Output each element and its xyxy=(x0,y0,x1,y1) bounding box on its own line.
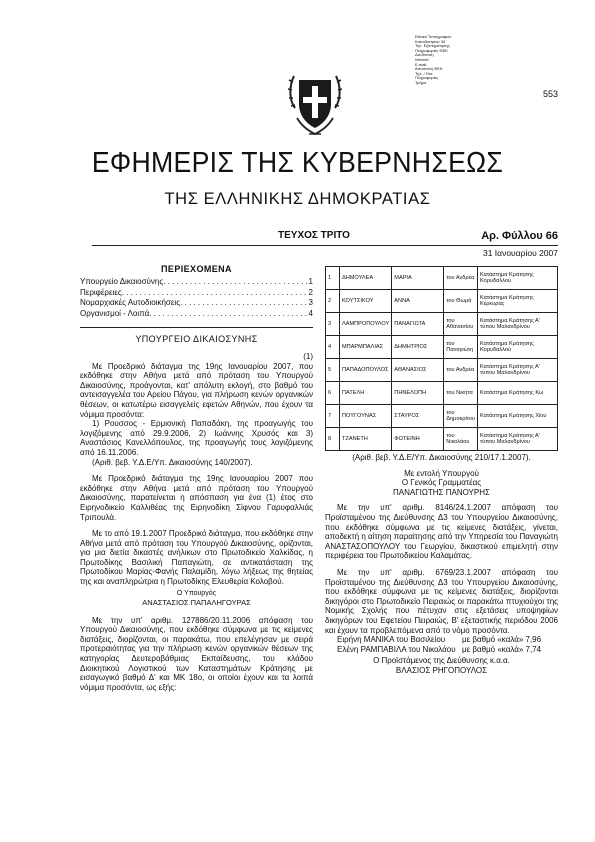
gazette-subtitle: ΤΗΣ ΕΛΛΗΝΙΚΗΣ ΔΗΜΟΚΡΑΤΙΑΣ xyxy=(164,190,431,208)
appointees-table-body xyxy=(326,267,558,451)
candidate-name: Ειρήνη ΜΑΝΙΚΑ του Βασιλείου xyxy=(337,635,446,645)
signature-title: Ο Γενικός Γραμματέας xyxy=(401,478,482,488)
detention-facility-cell: Κατάστημα Κράτησης Κω xyxy=(478,382,558,405)
toc-item-label: Νομαρχιακές Αυτοδιοικήσεις xyxy=(80,298,181,307)
candidate-grade-row xyxy=(325,645,558,655)
toc-leader xyxy=(163,277,308,288)
row-number: 1 xyxy=(326,267,340,290)
father-name-cell: του Αθανασίου xyxy=(444,313,478,336)
signature-title: Ο Προϊστάμενος της Διεύθυνσης κ.α.α. xyxy=(373,656,510,666)
toc-item[interactable] xyxy=(80,288,313,299)
page-number: 553 xyxy=(543,89,559,99)
toc-item-page: 1 xyxy=(308,277,313,286)
row-number: 2 xyxy=(326,290,340,313)
detention-facility-cell: Κατάστημα Κράτησης Χίου xyxy=(478,405,558,428)
table-row xyxy=(326,359,558,382)
detention-facility-cell: Κατάστημα Κράτησης Α' τύπου Μαλανδρίνου xyxy=(478,359,558,382)
appointees-table xyxy=(325,266,558,451)
table-row xyxy=(326,267,558,290)
father-name-cell: του Ανδρέα xyxy=(444,359,478,382)
publisher-line: Καποδιστρίου 34 xyxy=(415,38,446,44)
publisher-line: Εθνικό Τυπογραφείο xyxy=(415,34,452,39)
father-name-cell: του Θωμά xyxy=(444,290,478,313)
row-number: 8 xyxy=(326,428,340,451)
first-name-cell: ΑΘΑΝΑΣΙΟΣ xyxy=(392,359,444,382)
decision-paragraph: Με Προεδρικό διάταγμα της 19ης Ιανουαρίου 2007 που εκδόθηκε στην Αθήνα μετά από πρόταση του Υπουργού Δικαιοσύνης, παρατείνεται η απόσπαση για ένα (1) έτος στο Ειρηνοδικείο Καλλιθέας της Ειρηνοδίκη Σίφνου Γαρυφαλλιάς Τριπουλά. xyxy=(80,474,313,522)
surname-cell: ΠΑΠΑΔΟΠΟΥΛΟΣ xyxy=(340,359,392,382)
row-number: 5 xyxy=(326,359,340,382)
signoff-name: ΑΝΑΣΤΑΣΙΟΣ ΠΑΠΑΛΗΓΟΥΡΑΣ xyxy=(142,597,251,607)
publisher-line: Τηλ. / Fax xyxy=(415,70,433,76)
publisher-line: Τηλ. Εξυπηρέτησης xyxy=(415,43,450,49)
father-name-cell: του Νικολάου xyxy=(444,428,478,451)
publisher-line: Πληροφορίες xyxy=(415,75,439,81)
row-number: 3 xyxy=(326,313,340,336)
decision-list: 1) Ρουσσος - Ερμιονική Παπαδάκη, της προαγωγής του λογιζόμενης από 29.9.2006, 2) Ιωάννης Χρυσός και 3) Αναστάσιος Κανελλόπουλος, της προαγωγής τους λογιζόμενης από 16.11.2006. xyxy=(80,419,313,457)
decision-paragraph: Με την υπ' αριθμ. 127886/20.11.2006 απόφαση του Υπουργού Δικαιοσύνης, που εκδόθηκε σύμφωνα με τις κείμενες διατάξεις, διορίζονται, οι παρακάτω, που επελέγησαν με σειρά προτεραιότητας για την πλήρωση κενών οργανικών θέσεων της κατηγορίας Δευτεροβάθμιας Εκπαίδευσης, του κλάδου Διοικητικού Λογιστικού των Καταστημάτων Κράτησης με εισαγωγικό βαθμό Δ' και ΜΚ 18ο, οι οποίοι έχουν και τα λοιπά νόμιμα προσόντα, ως εξής: xyxy=(80,615,313,692)
surname-cell: ΔΗΜΟΥΛΕΑ xyxy=(340,267,392,290)
contents-rule xyxy=(80,327,313,328)
toc-item[interactable] xyxy=(80,277,313,288)
row-number: 7 xyxy=(326,405,340,428)
row-number: 6 xyxy=(326,382,340,405)
table-row xyxy=(326,290,558,313)
toc-item[interactable] xyxy=(80,298,313,309)
signature-name: ΒΛΑΣΙΟΣ ΡΗΓΟΠΟΥΛΟΣ xyxy=(395,665,488,675)
signature-name: ΠΑΝΑΓΙΩΤΗΣ ΠΑΝΟΥΡΗΣ xyxy=(393,487,490,497)
issue-rule xyxy=(92,245,558,246)
publisher-line: Διεύθυνση xyxy=(415,52,434,58)
candidate-grade-row xyxy=(325,635,558,645)
toc-leader xyxy=(180,298,308,309)
contents-heading: ΠΕΡΙΕΧΟΜΕΝΑ xyxy=(161,264,232,274)
candidate-grade: με βαθμό «καλά» 7,74 xyxy=(462,644,542,654)
toc-leader xyxy=(122,288,309,299)
candidate-grade: με βαθμό «καλά» 7,96 xyxy=(462,635,542,645)
surname-cell: ΜΠΑΡΜΠΑΛΙΑΣ xyxy=(340,336,392,359)
gazette-title: ΕΦΗΜΕΡΙΣ ΤΗΣ ΚΥΒΕΡΝΗΣΕΩΣ xyxy=(91,147,504,179)
publisher-line: Τμήμα xyxy=(415,79,427,85)
coat-of-arms-emblem xyxy=(287,62,343,138)
father-name-cell: του Ανδρέα xyxy=(444,267,478,290)
father-name-cell: του Παναγιώτη xyxy=(444,336,478,359)
father-name-cell: του Δημοκρίτου xyxy=(444,405,478,428)
publisher-info xyxy=(415,35,495,86)
surname-cell: ΤΖΑΝΕΤΗ xyxy=(340,428,392,451)
first-name-cell: ΠΑΝΑΓΙΩΤΑ xyxy=(392,313,444,336)
left-column xyxy=(80,264,313,692)
publisher-line: E-mail xyxy=(415,61,427,67)
table-row xyxy=(326,336,558,359)
toc-item-label: Οργανισμοί - Λοιπά xyxy=(80,308,150,318)
first-name-cell: ΣΤΑΥΡΟΣ xyxy=(392,405,444,428)
issue-volume: ΤΕΥΧΟΣ ΤΡΙΤΟ xyxy=(278,230,350,241)
detention-facility-cell: Κατάστημα Κράτησης Κορυδαλλού xyxy=(478,267,558,290)
table-row xyxy=(326,313,558,336)
publisher-line: Πληροφορίες ΦΕΚ xyxy=(415,47,448,53)
toc-item-page: 3 xyxy=(308,298,313,307)
surname-cell: ΠΑΤΕΛΗ xyxy=(340,382,392,405)
detention-facility-cell: Κατάστημα Κράτησης Κέρκυρας xyxy=(478,290,558,313)
first-name-cell: ΔΗΜΗΤΡΙΟΣ xyxy=(392,336,444,359)
table-of-contents xyxy=(80,277,313,319)
detention-facility-cell: Κατάστημα Κράτησης Α' τύπου Μαλανδρίνου xyxy=(478,428,558,451)
table-row xyxy=(326,428,558,451)
first-name-cell: ΜΑΡΙΑ xyxy=(392,267,444,290)
table-row xyxy=(326,382,558,405)
signature-order: Με εντολή Υπουργού xyxy=(404,468,479,478)
decision-paragraph: Με την υπ' αριθμ. 8146/24.1.2007 απόφαση του Προϊσταμένου της Διεύθυνσης Δ3 του Υπουργείου Δικαιοσύνης, που εκδόθηκε σύμφωνα με τις κείμενες διατάξεις, γίνεται, αποδεκτή η αίτηση παραίτησης από την Υπηρεσία του Παναγιώτη ΑΝΑΣΤΑΣΟΠΟΥΛΟΥ του Γεωργίου, δικαστικού επιμελητή στην περιφέρεια του Πρωτοδικείου Καλαμάτας. xyxy=(325,503,558,561)
ministry-heading: ΥΠΟΥΡΓΕΙΟ ΔΙΚΑΙΟΣΥΝΗΣ xyxy=(135,334,258,344)
table-row xyxy=(326,405,558,428)
reference-line: (Αριθ. βεβ. Υ.Δ.Ε/Υπ. Δικαιοσύνης 210/17.1.2007). xyxy=(352,453,531,462)
right-column xyxy=(325,266,558,675)
surname-cell: ΛΑΜΠΡΟΠΟΥΛΟΥ xyxy=(340,313,392,336)
issue-sheet-number: Αρ. Φύλλου 66 xyxy=(481,230,558,242)
toc-item-page: 2 xyxy=(308,287,313,297)
decision-paragraph: Με την υπ' αριθμ. 6769/23.1.2007 απόφαση του Προϊσταμένου της Διεύθυνσης Δ3 του Υπουργείου Δικαιοσύνης, που εκδόθηκε σύμφωνα με τις κείμενες διατάξεις, διορίζονται δικηγόροι στο Πρωτοδικείο Πειραιώς οι παρακάτω πτυχιούχοι της Νομικής Σχολής που πέτυχαν στις εξετάσεις υποψηφίων δικηγόρων του Εφετείου Πειραιώς, Β' εξεταστικής περιόδου 2006 και έχουν τα προβλεπόμενα από το νόμο προσόντα. xyxy=(325,567,558,635)
decision-paragraph: Με Προεδρικό διάταγμα της 19ης Ιανουαρίου 2007, που εκδόθηκε στην Αθήνα μετά από πρόταση του Υπουργού Δικαιοσύνης, προάγονται, κατ' απόλυτη εκλογή, στο βαθμό του αντεισαγγελέα του Αρείου Πάγου, για πλήρωση κενών οργανικών θέσεων, οι κατωτέρω εισαγγελείς εφετών Αθηνών, που έχουν τα νόμιμα προσόντα: xyxy=(80,361,313,419)
publisher-line: Αποστολή ΦΕΚ xyxy=(415,66,443,72)
issue-date: 31 Ιανουαρίου 2007 xyxy=(482,248,558,258)
first-name-cell: ΑΝΝΑ xyxy=(392,290,444,313)
toc-item-label: Υπουργείο Δικαιοσύνης xyxy=(80,277,164,286)
first-name-cell: ΠΗΝΕΛΟΠΗ xyxy=(392,382,444,405)
toc-leader xyxy=(149,309,308,320)
signoff-title: Ο Υπουργός xyxy=(176,589,217,597)
toc-item-page: 4 xyxy=(308,308,313,318)
surname-cell: ΚΟΥΤΣΙΚΟΥ xyxy=(340,290,392,313)
father-name-cell: του Νικήτα xyxy=(444,382,478,405)
decision-paragraph: Με το από 19.1.2007 Προεδρικό διάταγμα, που εκδόθηκε στην Αθήνα μετά από πρόταση του Υπουργού Δικαιοσύνης, ορίζονται, για μια διετία δικαστές ανήλικων στο Πρωτοδικείο Χαλκίδας, η Πρωτοδίκης Βασιλική Παπαγιώτη, σε αντικατάσταση της Πρωτοδίκου Μαρίας-Φανής Παλαμίδη, λόγω λήξεως της θητείας της και αναπληρώτρια η Πρωτοδίκης Ελευθερία Κολοβού. xyxy=(80,529,313,587)
row-number: 4 xyxy=(326,336,340,359)
toc-item[interactable] xyxy=(80,309,313,320)
surname-cell: ΠΟΥΓΟΥΝΑΣ xyxy=(340,405,392,428)
decision-number: (1) xyxy=(303,352,313,361)
candidate-name: Ελένη ΡΑΜΠΑΒΙΛΑ του Νικολάου xyxy=(337,644,456,654)
detention-facility-cell: Κατάστημα Κράτησης Κορυδαλλού xyxy=(478,336,558,359)
decision-reference: (Αριθ. βεβ. Υ.Δ.Ε/Υπ. Δικαιοσύνης 140/2007). xyxy=(92,457,253,467)
detention-facility-cell: Κατάστημα Κράτησης Α' τύπου Μαλανδρίνου xyxy=(478,313,558,336)
toc-item-label: Περιφέρειες xyxy=(80,287,122,297)
publisher-line: Internet xyxy=(415,56,429,62)
first-name-cell: ΦΩΤΕΙΝΗ xyxy=(392,428,444,451)
